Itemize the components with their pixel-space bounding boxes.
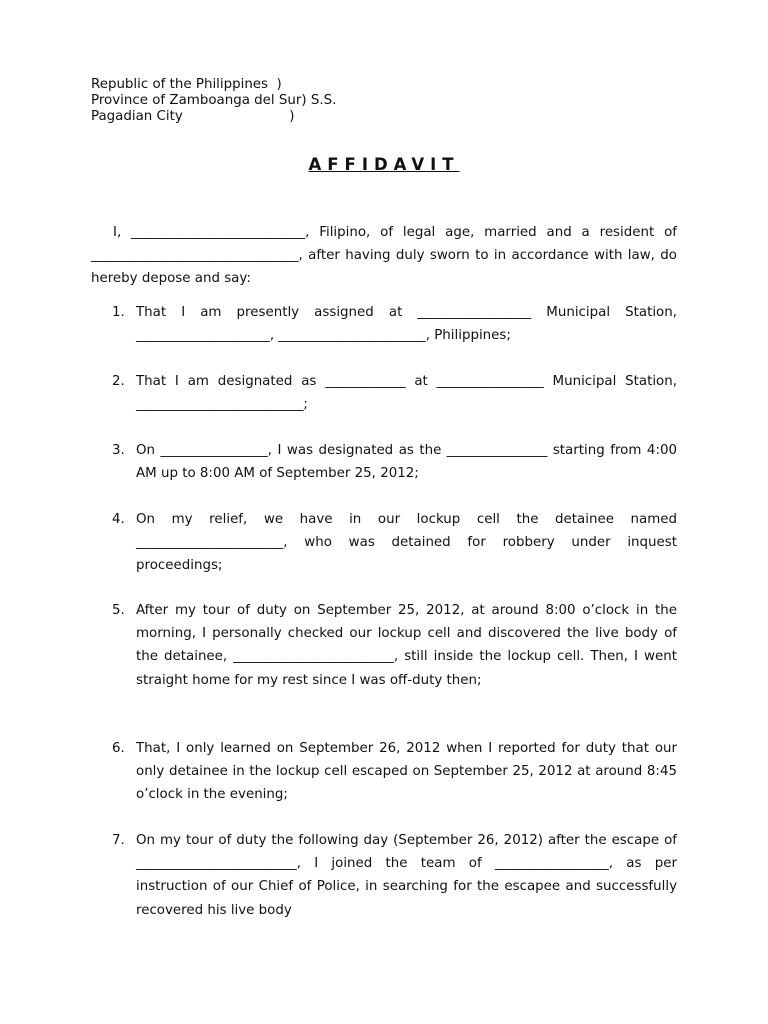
venue-line-city: Pagadian City ) (91, 109, 295, 124)
item-text: On ________________, I was designated as the _______________ starting from 4:00 AM up to 8:00 AM of September 25, 2012; (136, 443, 677, 482)
item-text: That I am designated as ____________ at ________________ Municipal Station, _________________________; (136, 374, 677, 413)
item-text: That I am presently assigned at _________________ Municipal Station, ____________________, ______________________, Philippines; (136, 305, 677, 344)
item-number: 6. (112, 741, 125, 756)
item-number: 4. (112, 512, 125, 527)
numbered-item-7 (112, 829, 677, 922)
item-text: That, I only learned on September 26, 2012 when I reported for duty that our only detainee in the lockup cell escaped on September 25, 2012 at around 8:45 o’clock in the evening; (136, 741, 677, 803)
numbered-item-3 (112, 439, 677, 485)
numbered-item-5 (112, 599, 677, 692)
document-title: AFFIDAVIT (308, 155, 460, 174)
venue-line-country: Republic of the Philippines ) (91, 77, 282, 92)
numbered-item-2 (112, 370, 677, 416)
numbered-item-1 (112, 301, 677, 347)
item-number: 2. (112, 374, 125, 389)
item-number: 3. (112, 443, 125, 458)
numbered-item-4 (112, 508, 677, 578)
item-number: 1. (112, 305, 125, 320)
venue-line-province: Province of Zamboanga del Sur) S.S. (91, 93, 337, 108)
intro-paragraph (91, 221, 677, 290)
item-number: 7. (112, 833, 125, 848)
intro-text: I, __________________________, Filipino, of legal age, married and a resident of _______________________________, after having duly sworn to in accordance with law, do hereby depose and say: (91, 225, 677, 286)
item-text: After my tour of duty on September 25, 2012, at around 8:00 o’clock in the morning, I personally checked our lockup cell and discovered the live body of the detainee, ________________________, still inside the lockup cell. Then, I went straight home for my rest since I was off-duty then; (136, 603, 677, 688)
item-number: 5. (112, 603, 125, 618)
numbered-item-6 (112, 737, 677, 807)
item-text: On my relief, we have in our lockup cell the detainee named ______________________, who was detained for robbery under inquest proceedings; (136, 512, 677, 574)
item-text: On my tour of duty the following day (September 26, 2012) after the escape of ________________________, I joined the team of _________________, as per instruction of our Chief of Police, in searching for the escapee and successfully recovered his live body (136, 833, 677, 918)
venue-caption (91, 77, 336, 125)
